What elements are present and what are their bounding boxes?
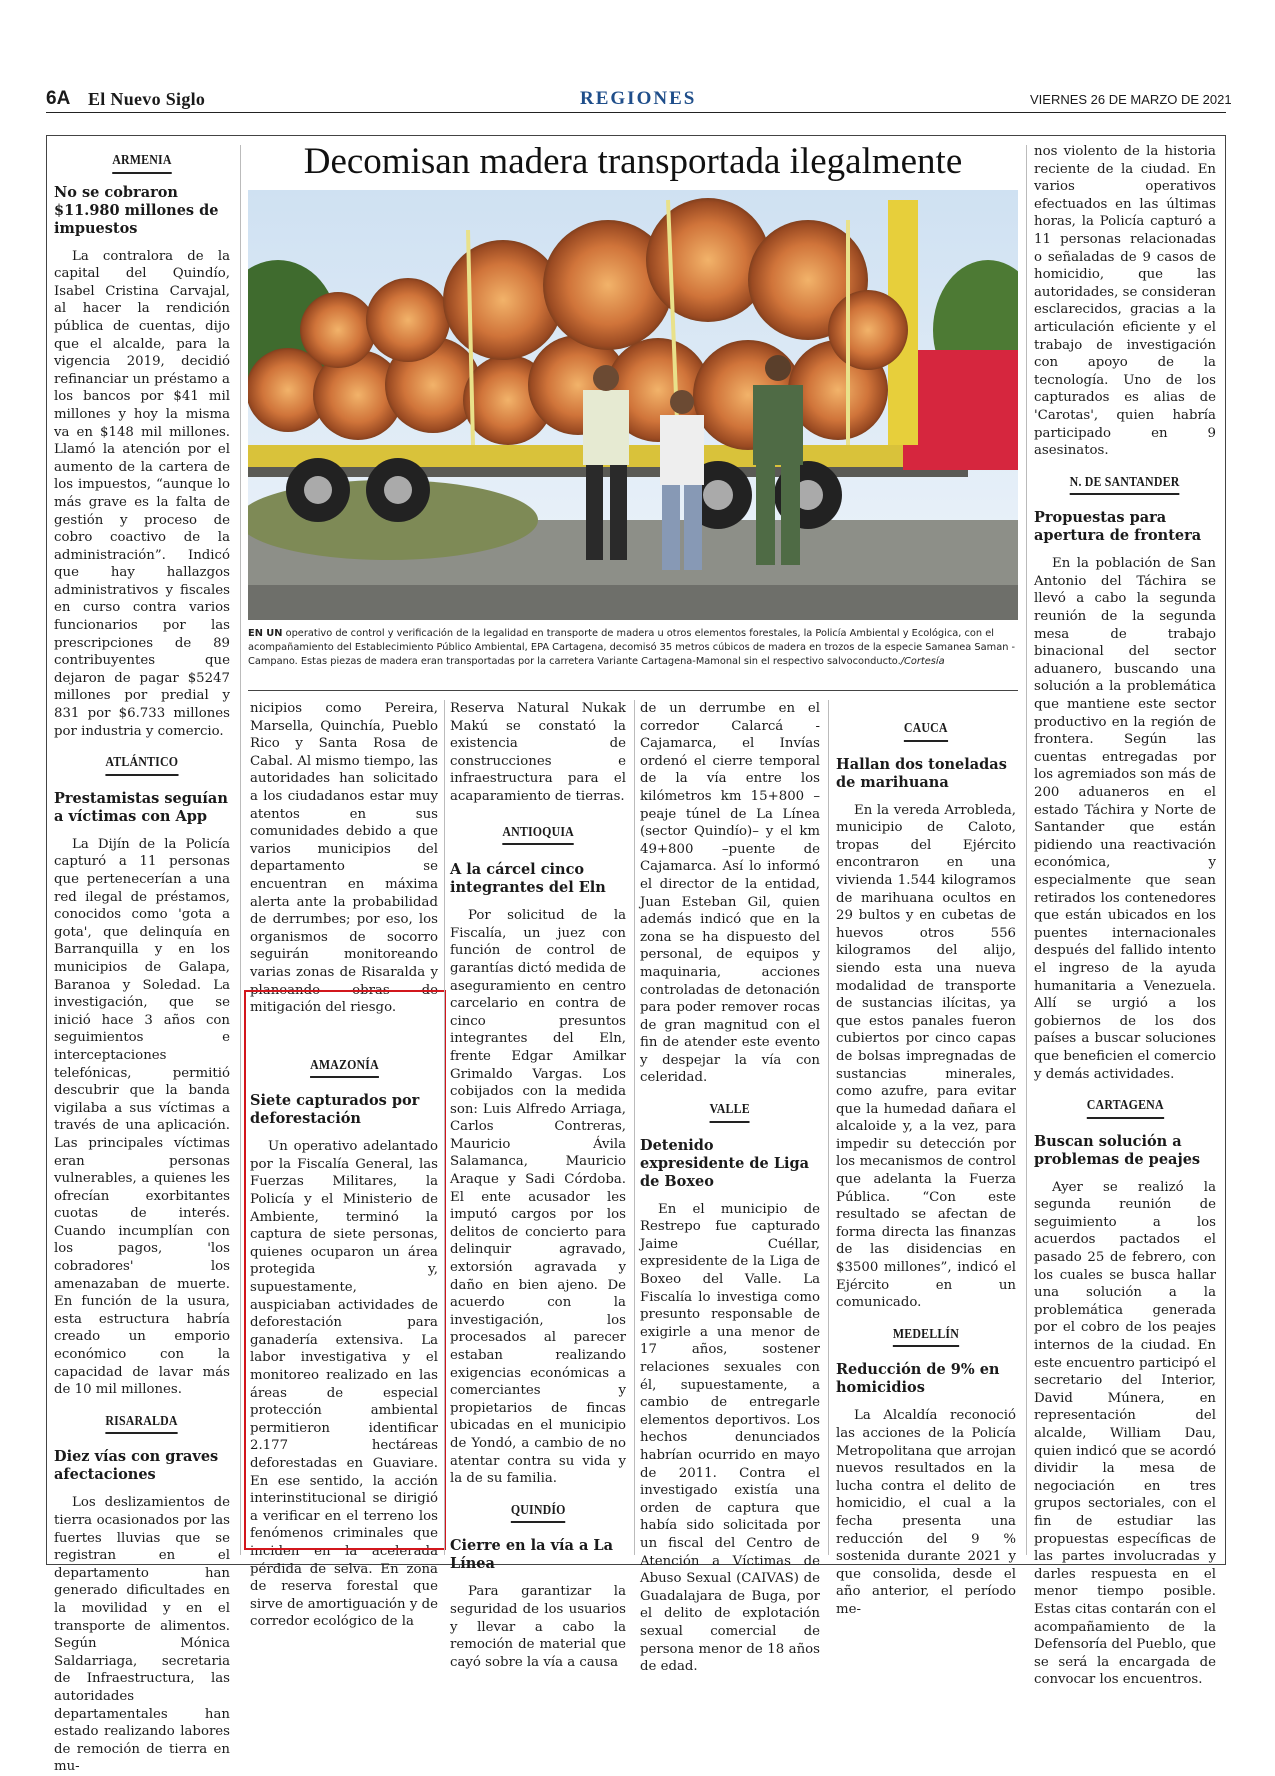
headline-santander: Propuestas para apertura de frontera [1034, 509, 1202, 545]
section-label-quindio: QUINDÍO [511, 1502, 566, 1524]
column-divider [240, 145, 241, 1555]
headline-cartagena: Buscan solución a problemas de peajes [1034, 1132, 1201, 1168]
headline-quindio: Cierre en la vía a La Línea [450, 1537, 614, 1573]
section-label-valle: VALLE [710, 1101, 750, 1123]
body-risaralda-continued: nicipios como Pereira, Marsella, Quinchía, Pueblo Rico y Santa Rosa de Cabal. Al mismo tiempo, las autoridades han solicitado a los ciudadanos estar muy atentos en sus comunidades debido a que varios municipios del departamento se encuentran en máxima alerta ante la probabilidad de derrumbes; por eso, los organismos de socorro seguirán monitoreando varias zonas de Risaralda y planeando obras de mitigación del riesgo. [250, 701, 438, 1016]
caption-text: operativo de control y verificación de la legalidad en transporte de madera u otros elementos forestales, la Policía Ambiental y Ecológica, con el acompañamiento del Establecimiento Público Ambiental, EPA Cartagena, decomisó 35 metros cúbicos de madera en trozos de la especie Samanea Saman - Campano. Estas piezas de madera eran transportadas por la carretera Variante Cartagena-Mamonal sin el respectivo salvoconducto. [248, 628, 1016, 667]
section-label-cauca: CAUCA [904, 720, 948, 742]
header-rule [46, 112, 1226, 113]
caption-lead: EN UN [248, 628, 283, 639]
body-atlantico: La Dijín de la Policía capturó a 11 personas que pertenecerían a una red ilegal de préstamos, conocidos como 'gota a gota', que delinquía en Barranquilla y en los municipios de Galapa, Baranoa y Soledad. La investigación, que se inició hace 3 años con seguimientos e interceptaciones telefónicas, permitió descubrir que la banda vigilaba a sus víctimas a través de una aplicación. Las principales víctimas eran personas vulnerables, a quienes les ofrecían exorbitantes cuotas de interés. Cuando incumplían con los pagos, 'los cobradores' los amenazaban de muerte. En función de la usura, esta estructura habría creado un emporio económico con la capacidad de lavar más de 10 mil millones. [54, 836, 230, 1398]
column-divider [1026, 145, 1027, 1555]
section-label-santander: N. DE SANTANDER [1070, 474, 1180, 496]
section-label-cartagena: CARTAGENA [1087, 1097, 1164, 1119]
column-3 [450, 700, 626, 1671]
newspaper-name: El Nuevo Siglo [88, 89, 206, 109]
headline-risaralda: Diez vías con graves afectaciones [54, 1448, 219, 1484]
body-armenia: La contralora de la capital del Quindío, Isabel Cristina Carvajal, al hacer la rendición pública de cuentas, dijo que el alcalde, para la vigencia 2019, decidió refinanciar un préstamo a los bancos por $41 mil millones y hoy la misma va en $148 mil millones. Llamó la atención por el aumento de la cartera de los impuestos, “aunque lo más grave es la falta de gestión y proceso de cobro coactivo de la administración”. Indicó que hay hallazgos administrativos y fiscales en curso contra varios funcionarios por las prescripciones de 89 contribuyentes que dejaron de pagar $5247 millones por predial y 831 por $6.733 millones por industria y comercio. [54, 248, 230, 739]
body-quindio-continued: de un derrumbe en el corredor Calarcá - Cajamarca, el Invías ordenó el cierre temporal de la vía entre los kilómetros km 15+800 –peaje túnel de La Línea (sector Quindío)– y el km 49+800 –puente de Cajamarca. Así lo informó el director de la entidad, Juan Esteban Gil, quien además indicó que en la zona se ha dispuesto del personal, de equipos y maquinaria, acciones controladas de detonación para poder remover rocas de gran magnitud con el fin de atender este evento y despejar la vía con celeridad. [640, 701, 820, 1086]
highlight-box [244, 990, 446, 1550]
column-1 [54, 152, 230, 1776]
main-headline: Decomisan madera transportada ilegalmente [303, 141, 963, 182]
headline-atlantico: Prestamistas seguían a víctimas con App [54, 789, 228, 825]
headline-antioquia: A la cárcel cinco integrantes del Eln [450, 861, 606, 897]
body-cauca: En la vereda Arrobleda, municipio de Caloto, tropas del Ejército encontraron en una vivienda 1.544 kilogramos de marihuana ocultos en 29 bultos y en cubetas de huevos otros 556 kilogramos del alijo, siendo esta una nueva modalidad de transporte de sustancias ilícitas, ya que estos panales fueron cubiertos por cinco capas de bolsas impregnadas de sustancias minerales, como azufre, para evitar que la humedad dañara el alcaloide y, a la vez, para impedir su detección por los mecanismos de control que adelanta la Fuerza Pública. “Con este resultado se afectan de forma directa las finanzas de las disidencias en $3500 millones”, indicó el Ejército en un comunicado. [836, 802, 1016, 1311]
section-label-risaralda: RISARALDA [106, 1413, 178, 1435]
photo-illustration [248, 190, 1018, 620]
column-4 [640, 700, 820, 1676]
column-6 [1034, 143, 1216, 1689]
body-amazonia-continued: Reserva Natural Nukak Makú se constató la existencia de construcciones e infraestructura para el acaparamiento de tierras. [450, 701, 626, 804]
section-label-medellin: MEDELLÍN [893, 1326, 959, 1348]
body-cartagena: Ayer se realizó la segunda reunión de seguimiento a los acuerdos pactados el pasado 25 de febrero, con los cuales se busca hallar una solución a la problemática generada por el cobro de los peajes internos de la ciudad. En este encuentro participó el secretario del Interior, David Múnera, en representación del alcalde, William Dau, quien indicó que se acordó dividir la mesa de negociación en tres grupos sectoriales, con el fin de estudiar las propuestas específicas de las partes involucradas y darles respuesta en el menor tiempo posible. Estas citas contarán con el acompañamiento de la Defensoría del Pueblo, que se será la encargada de convocar los encuentros. [1034, 1179, 1216, 1688]
headline-armenia: No se cobraron $11.980 millones de impuestos [54, 183, 219, 237]
body-amazonia: Un operativo adelantado por la Fiscalía General, las Fuerzas Militares, la Policía y el Ministerio de Ambiente, terminó la captura de siete personas, quienes ocuparon un área protegida y, supuestamente, auspiciaban actividades de deforestación para ganadería extensiva. La labor investigativa y el monitoreo realizado en las áreas de especial protección ambiental permitieron identificar 2.177 hectáreas deforestadas en Guaviare. En ese sentido, la acción interinstitucional se dirigió a verificar en el terreno los fenómenos criminales que inciden en la acelerada pérdida de selva. En zona de reserva forestal que sirve de amortiguación y de corredor ecológico de la [250, 1139, 438, 1630]
section-name: REGIONES [580, 88, 697, 109]
headline-valle: Detenido expresidente de Liga de Boxeo [640, 1136, 810, 1190]
caption-credit: /Cortesía [900, 655, 945, 667]
body-risaralda: Los deslizamientos de tierra ocasionados por las fuertes lluvias que se registran en el departamento han generado dificultades en la movilidad y en el transporte de alimentos. Según Mónica Saldarriaga, secretaria de Infraestructura, las autoridades departamentales han estado realizando labores de remoción de tierra en mu- [54, 1495, 230, 1775]
body-valle: En el municipio de Restrepo fue capturado Jaime Cuéllar, expresidente de la Liga de Boxeo del Valle. La Fiscalía lo investiga como presunto responsable de exigirle a una menor de 17 años, sostener relaciones sexuales con él, supuestamente, a cambio de entregarle elementos deportivos. Los hechos denunciados habrían ocurrido en mayo de 2011. Contra el investigado existía una orden de captura que había sido solicitada por un fiscal del Centro de Atención a Víctimas de Abuso Sexual (CAIVAS) de Guadalajara de Buga, por el delito de explotación sexual comercial de persona menor de 18 años de edad. [640, 1201, 820, 1675]
column-divider [634, 700, 635, 1555]
section-label-armenia: ARMENIA [112, 152, 171, 174]
caption-rule [248, 690, 1018, 691]
page-number: 6A [46, 88, 71, 109]
column-divider [444, 700, 445, 1555]
body-quindio: Para garantizar la seguridad de los usuarios y llevar a cabo la remoción de material que cayó sobre la vía a causa [450, 1584, 626, 1670]
photo-caption [248, 627, 1018, 668]
body-santander: En la población de San Antonio del Táchira se llevó a cabo la segunda reunión de la segunda mesa de trabajo binacional del sector aduanero, buscando una solución a la problemática que mantiene este sector productivo en la región de frontera. Según las cuentas entregadas por los agremiados son más de 200 aduaneros en el estado Táchira y Norte de Santander que están pidiendo una reactivación económica, y especialmente que sean retirados los contenedores que están ubicados en los puentes internacionales después del fallido intento el ingreso de la ayuda humanitaria a Venezuela. Allí se urgió a los gobiernos de los dos países a buscar soluciones que beneficien el comercio y demás actividades. [1034, 556, 1216, 1082]
section-label-antioquia: ANTIOQUIA [502, 824, 574, 846]
headline-medellin: Reducción de 9% en homicidios [836, 1361, 1000, 1397]
section-label-atlantico: ATLÁNTICO [106, 754, 179, 776]
section-label-amazonia: AMAZONÍA [310, 1057, 379, 1079]
headline-cauca: Hallan dos toneladas de marihuana [836, 755, 1007, 791]
timber-truck-photo [248, 190, 1018, 620]
issue-date: VIERNES 26 DE MARZO DE 2021 [1030, 92, 1232, 107]
headline-amazonia: Siete capturados por deforestación [250, 1092, 420, 1128]
body-medellin-continued: nos violento de la historia reciente de la ciudad. En varios operativos efectuados en las últimas horas, la Policía capturó a 11 personas relacionadas o señaladas de 9 casos de homicidio, que las autoridades, se consideran esclarecidos, gracias a la articulación eficiente y el trabajo de investigación con apoyo de la tecnología. Uno de los capturados es alias de 'Carotas', quien habría participado en 9 asesinatos. [1034, 144, 1216, 459]
column-5 [836, 720, 1016, 1619]
body-antioquia: Por solicitud de la Fiscalía, un juez con función de control de garantías dictó medida de aseguramiento en centro carcelario en contra de cinco presuntos integrantes del Eln, frente Edgar Amilkar Grimaldo Vargas. Los cobijados con la medida son: Luis Alfredo Arriaga, Carlos Contreras, Mauricio Ávila Salamanca, Mauricio Araque y Sadi Córdoba. El ente acusador les imputó cargos por los delitos de concierto para delinquir agravado, extorsión agravada y daño en bien ajeno. De acuerdo con la investigación, los procesados al parecer estaban realizando exigencias económicas a comerciantes y propietarios de fincas ubicadas en el municipio de Yondó, a cambio de no atentar contra su vida y la de su familia. [450, 908, 626, 1487]
body-medellin: La Alcaldía reconoció las acciones de la Policía Metropolitana que arrojan nuevos resultados en la lucha contra el delito de homicidio, el cual a la fecha presenta una reducción del 9 % sostenida durante 2021 y que consolida, desde el año anterior, el período me- [836, 1408, 1016, 1617]
column-divider [828, 700, 829, 1555]
